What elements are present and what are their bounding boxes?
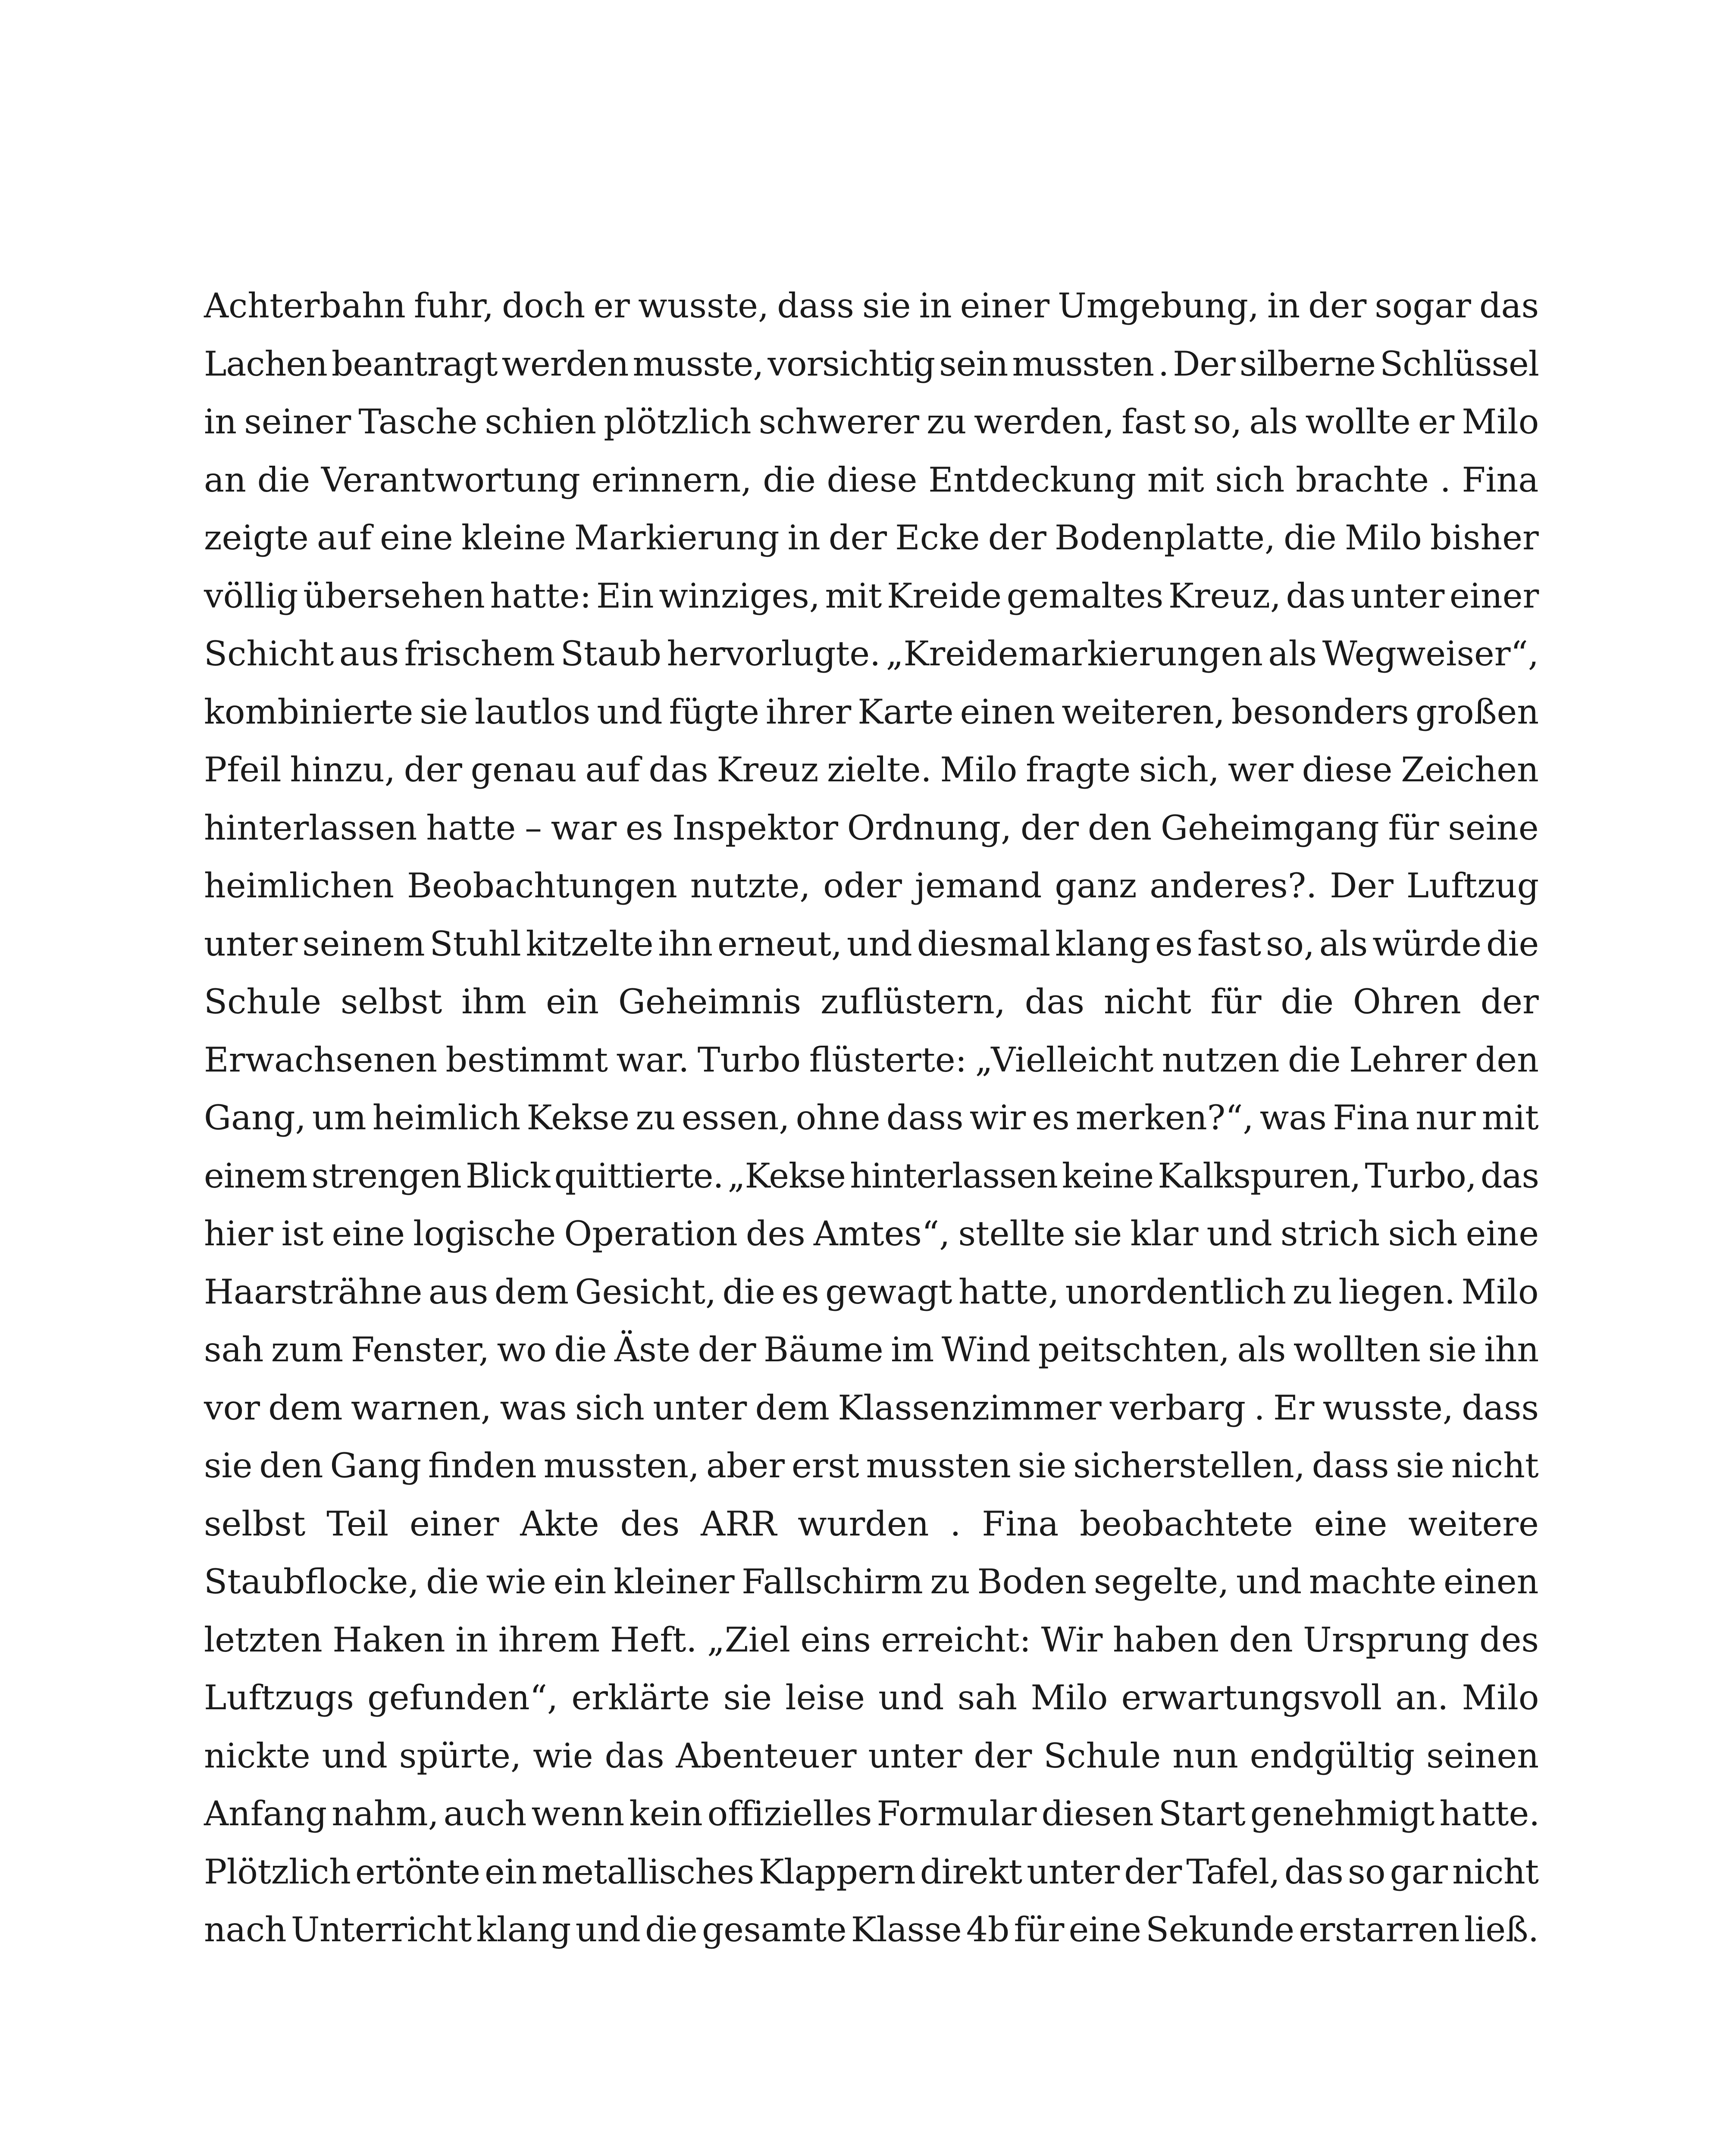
text-line: Anfang nahm, auch wenn kein offizielles Formular diesen Start genehmigt hatte.	[204, 1794, 1540, 1833]
text-line: Plötzlich ertönte ein metallisches Klappern direkt unter der Tafel, das so gar nicht	[204, 1852, 1539, 1892]
text-line: selbst Teil einer Akte des ARR wurden . Fina beobachtete eine weitere	[204, 1504, 1539, 1544]
text-line: Pfeil hinzu, der genau auf das Kreuz zielte. Milo fragte sich, wer diese Zeichen	[204, 750, 1539, 790]
text-line: Lachen beantragt werden musste, vorsichtig sein mussten . Der silberne Schlüssel	[204, 344, 1539, 384]
text-line: Erwachsenen bestimmt war. Turbo flüsterte: „Vielleicht nutzen die Lehrer den	[204, 1040, 1539, 1080]
text-line: hier ist eine logische Operation des Amtes“, stellte sie klar und strich sich eine	[204, 1214, 1539, 1253]
text-line: kombinierte sie lautlos und fügte ihrer Karte einen weiteren, besonders großen	[204, 692, 1539, 732]
text-line: nach Unterricht klang und die gesamte Klasse 4b für eine Sekunde erstarren ließ.	[204, 1910, 1539, 1949]
text-line: Haarsträhne aus dem Gesicht, die es gewagt hatte, unordentlich zu liegen. Milo	[204, 1272, 1539, 1312]
text-line: sie den Gang finden mussten, aber erst mussten sie sicherstellen, dass sie nicht	[204, 1446, 1539, 1485]
text-line: nickte und spürte, wie das Abenteuer unter der Schule nun endgültig seinen	[204, 1736, 1539, 1776]
body-paragraph	[204, 277, 1539, 1959]
text-line: Schule selbst ihm ein Geheimnis zuflüstern, das nicht für die Ohren der	[204, 982, 1539, 1022]
text-line: zeigte auf eine kleine Markierung in der Ecke der Bodenplatte, die Milo bisher	[204, 518, 1539, 558]
text-line: Schicht aus frischem Staub hervorlugte. „Kreidemarkierungen als Wegweiser“,	[204, 634, 1539, 674]
text-line: unter seinem Stuhl kitzelte ihn erneut, und diesmal klang es fast so, als würde die	[204, 924, 1539, 964]
text-line: an die Verantwortung erinnern, die diese Entdeckung mit sich brachte . Fina	[204, 460, 1539, 500]
text-line: in seiner Tasche schien plötzlich schwerer zu werden, fast so, als wollte er Milo	[204, 402, 1539, 442]
text-line: völlig übersehen hatte: Ein winziges, mit Kreide gemaltes Kreuz, das unter einer	[204, 576, 1539, 616]
text-line: letzten Haken in ihrem Heft. „Ziel eins erreicht: Wir haben den Ursprung des	[204, 1620, 1539, 1660]
text-line: Achterbahn fuhr, doch er wusste, dass sie in einer Umgebung, in der sogar das	[204, 286, 1539, 326]
text-line: hinterlassen hatte – war es Inspektor Ordnung, der den Geheimgang für seine	[204, 808, 1539, 848]
text-line: Staubflocke, die wie ein kleiner Fallschirm zu Boden segelte, und machte einen	[204, 1562, 1539, 1601]
text-line: Gang, um heimlich Kekse zu essen, ohne dass wir es merken?“, was Fina nur mit	[204, 1098, 1539, 1138]
text-line: Luftzugs gefunden“, erklärte sie leise und sah Milo erwartungsvoll an. Milo	[204, 1678, 1539, 1717]
text-line: einem strengen Blick quittierte. „Kekse hinterlassen keine Kalkspuren, Turbo, das	[204, 1156, 1539, 1196]
text-line: heimlichen Beobachtungen nutzte, oder jemand ganz anderes?. Der Luftzug	[204, 866, 1539, 906]
text-line: sah zum Fenster, wo die Äste der Bäume im Wind peitschten, als wollten sie ihn	[204, 1330, 1539, 1369]
text-line: vor dem warnen, was sich unter dem Klassenzimmer verbarg . Er wusste, dass	[204, 1388, 1539, 1428]
